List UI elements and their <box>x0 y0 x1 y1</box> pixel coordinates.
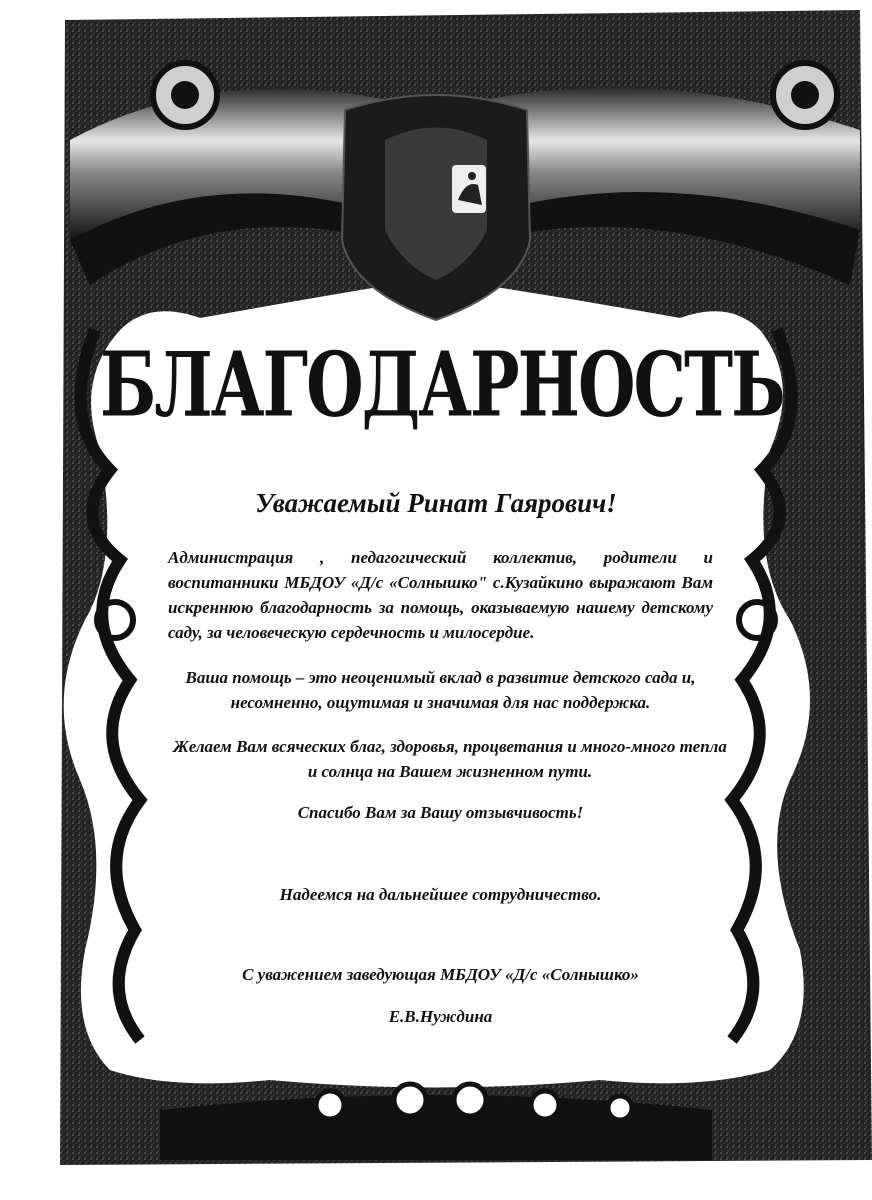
emblem-rider-icon <box>452 165 486 213</box>
paragraph-gratitude: Администрация , педагогический коллектив, родители и воспитанники МБДОУ «Д/с «Солнышко" с.Кузайкино выражают Вам искреннюю благодарность за помощь, оказываемую нашему детскому саду, за человеческую сердечность и милосердие. <box>168 548 713 642</box>
document-title: БЛАГОДАРНОСТЬ <box>100 331 784 438</box>
paragraph-contribution: Ваша помощь – это неоценимый вклад в развитие детского сада и, несомненно, ощутимая и значимая для нас поддержка. <box>185 668 696 712</box>
paragraph-thanks: Спасибо Вам за Вашу отзывчивость! <box>297 803 584 822</box>
signature-line: С уважением заведующая МБДОУ «Д/с «Солнышко» <box>242 965 639 984</box>
paragraph-wishes: Желаем Вам всяческих благ, здоровья, процветания и много-много тепла и солнца на Вашем жизненном пути. <box>173 737 727 781</box>
signature-name: Е.В.Нуждина <box>388 1007 493 1026</box>
paragraph-cooperation: Надеемся на дальнейшее сотрудничество. <box>279 885 602 904</box>
greeting: Уважаемый Ринат Гаярович! <box>255 488 617 518</box>
